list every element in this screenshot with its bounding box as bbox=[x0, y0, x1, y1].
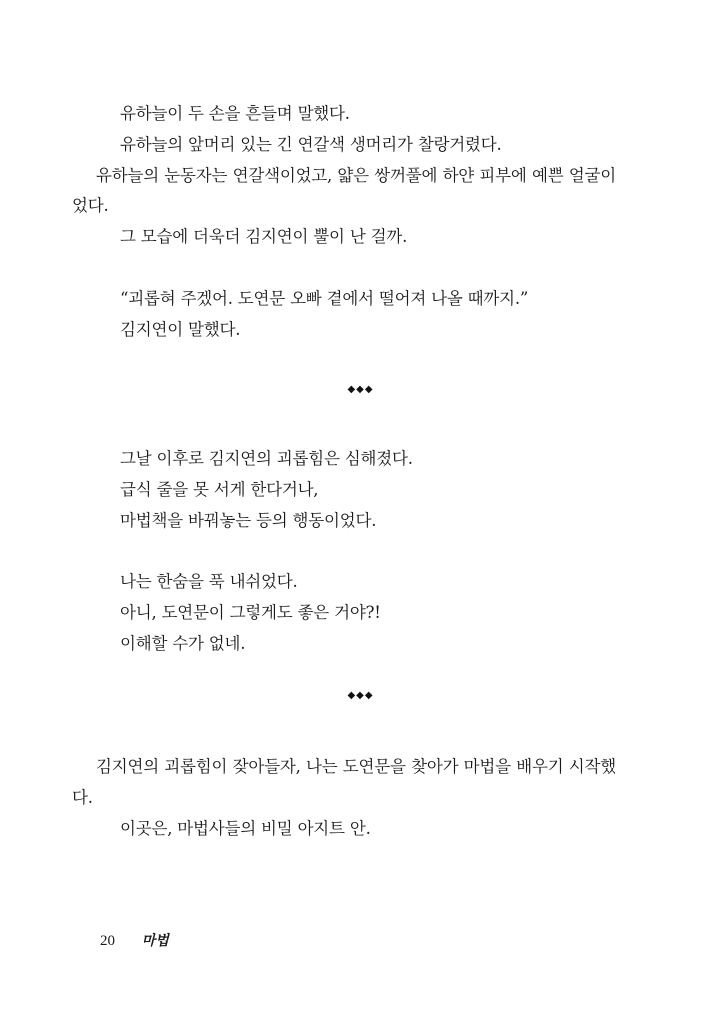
section-separator: ◆◆◆ bbox=[347, 690, 374, 701]
page-number: 20 bbox=[100, 933, 115, 949]
text-section-2 bbox=[96, 284, 616, 346]
paragraph: 유하늘의 눈동자는 연갈색이었고, 얇은 쌍꺼풀에 하얀 피부에 예쁜 얼굴이었다. bbox=[72, 165, 616, 216]
text-section-5 bbox=[72, 752, 616, 844]
running-title: 마법 bbox=[141, 933, 169, 949]
paragraph: 김지연의 괴롭힘이 잦아들자, 나는 도연문을 찾아가 마법을 배우기 시작했다. bbox=[72, 757, 616, 807]
text-section-1 bbox=[72, 99, 616, 253]
paragraph: 이해할 수가 없네. bbox=[120, 633, 246, 653]
paragraph: 급식 줄을 못 서게 한다거나, bbox=[120, 479, 319, 499]
section-separator: ◆◆◆ bbox=[347, 384, 374, 395]
paragraph: 나는 한숨을 푹 내쉬었다. bbox=[120, 572, 298, 591]
paragraph: 유하늘이 두 손을 흔들며 말했다. bbox=[120, 104, 350, 123]
page-footer bbox=[100, 930, 169, 951]
paragraph: 마법책을 바꿔놓는 등의 행동이었다. bbox=[120, 510, 377, 530]
paragraph: 그날 이후로 김지연의 괴롭힘은 심해졌다. bbox=[120, 449, 413, 468]
paragraph: 이곳은, 마법사들의 비밀 아지트 안. bbox=[120, 818, 371, 838]
text-section-3 bbox=[96, 444, 616, 536]
paragraph: 김지연이 말했다. bbox=[120, 319, 241, 339]
text-section-4 bbox=[96, 567, 616, 659]
paragraph: 유하늘의 앞머리 있는 긴 연갈색 생머리가 찰랑거렸다. bbox=[120, 134, 502, 154]
paragraph: 그 모습에 더욱더 김지연이 뿔이 난 걸까. bbox=[120, 227, 408, 247]
dialogue-line: “괴롭혀 주겠어. 도연문 오빠 곁에서 떨어져 나올 때까지.” bbox=[120, 289, 529, 308]
paragraph: 아니, 도연문이 그렇게도 좋은 거야?! bbox=[120, 602, 381, 622]
